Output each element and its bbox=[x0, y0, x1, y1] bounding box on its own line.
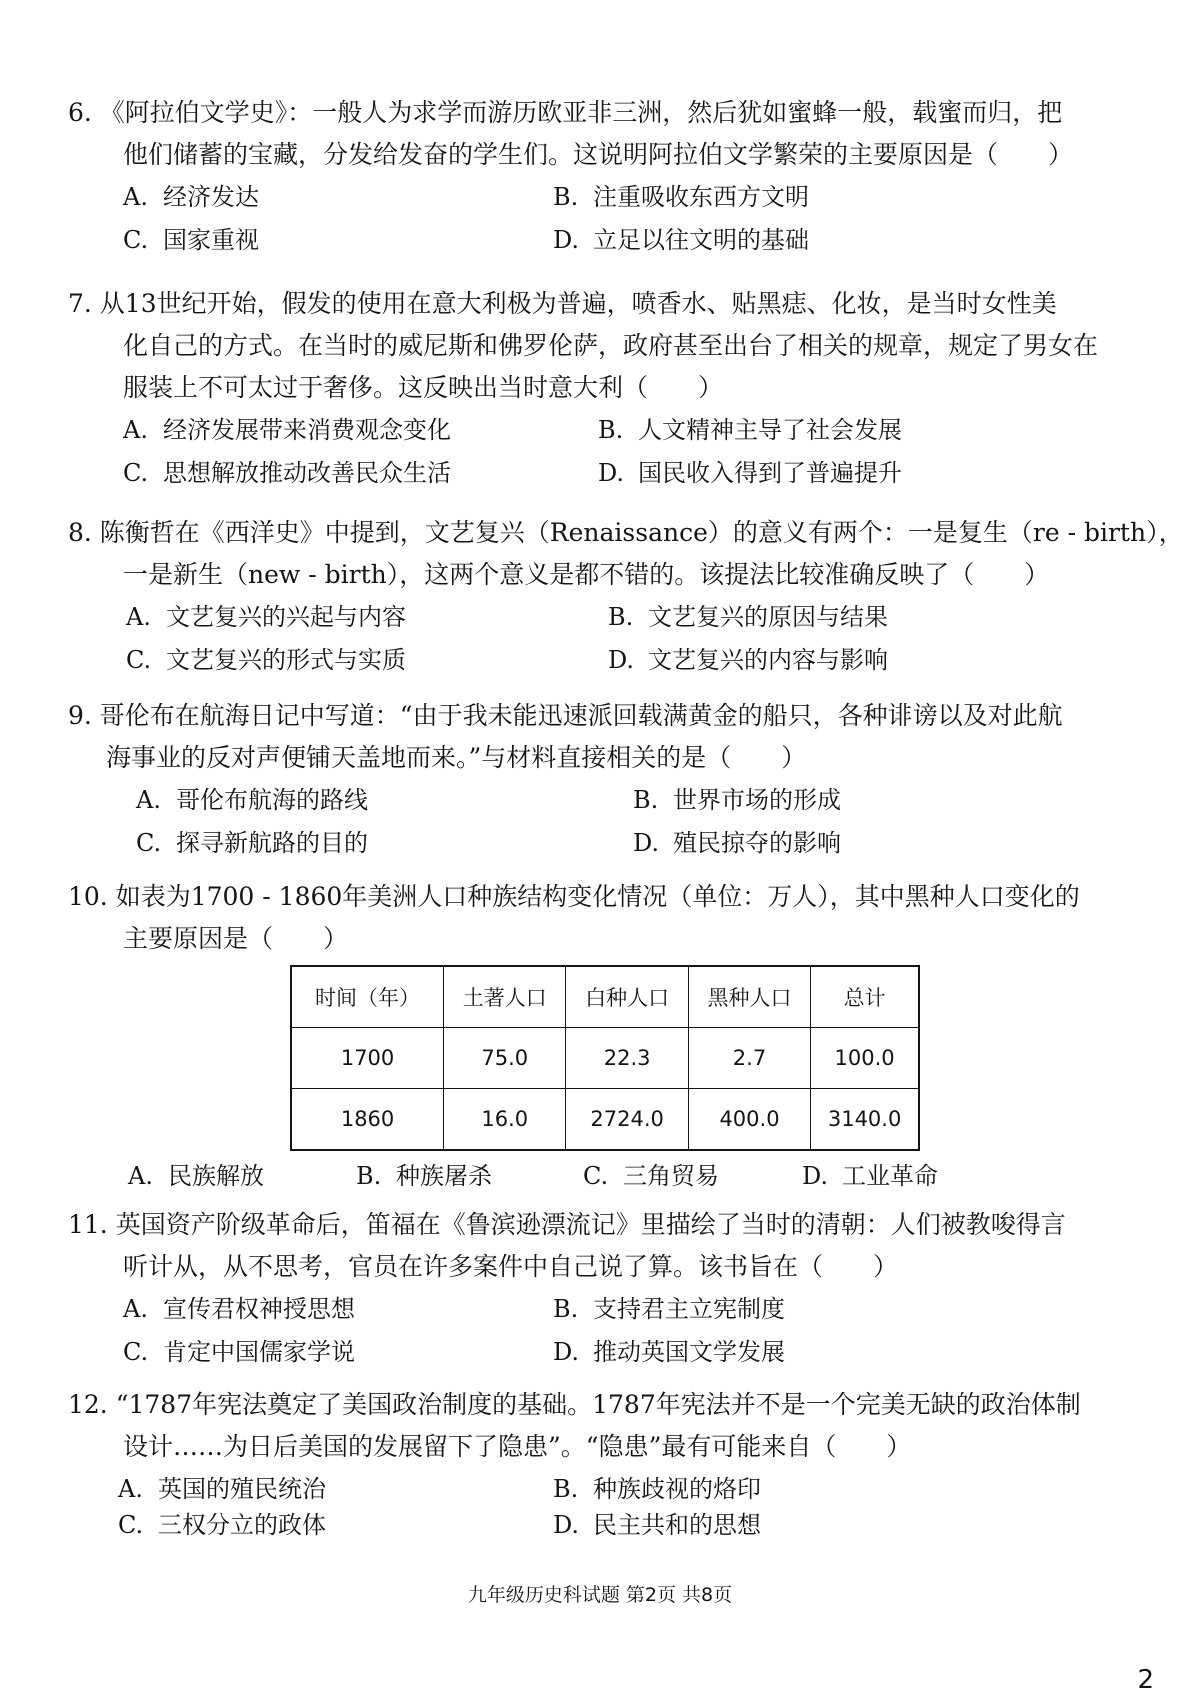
table-header-cell: 总计 bbox=[811, 966, 919, 1028]
question-6-line-1: 6. 《阿拉伯文学史》：一般人为求学而游历欧亚非三洲，然后犹如蜜蜂一般，载蜜而归，把 bbox=[68, 98, 1063, 127]
question-11-line-1: 11. 英国资产阶级革命后，笛福在《鲁滨逊漂流记》里描绘了当时的清朝：人们被教唆得言 bbox=[68, 1210, 1066, 1239]
question-11-options-row-1 bbox=[68, 1288, 1152, 1331]
question-10-options bbox=[128, 1155, 1128, 1198]
option-c[interactable]: C. 国家重视 bbox=[123, 226, 259, 254]
question-9-options-row-1 bbox=[68, 779, 1152, 822]
question-7-line-2: 化自己的方式。在当时的威尼斯和佛罗伦萨，政府甚至出台了相关的规章，规定了男女在 bbox=[123, 331, 1099, 360]
option-a[interactable]: A. 哥伦布航海的路线 bbox=[136, 786, 368, 814]
option-b[interactable]: B. 种族屠杀 bbox=[356, 1162, 492, 1190]
question-12-line-2: 设计……为日后美国的发展留下了隐患”。“隐患”最有可能来自（ ） bbox=[123, 1432, 912, 1461]
question-11 bbox=[68, 1204, 1152, 1374]
option-b[interactable]: B. 注重吸收东西方文明 bbox=[553, 183, 809, 211]
option-d[interactable]: D. 立足以往文明的基础 bbox=[553, 226, 809, 254]
option-c[interactable]: C. 文艺复兴的形式与实质 bbox=[126, 646, 406, 674]
question-12-line-1: 12. “1787年宪法奠定了美国政治制度的基础。1787年宪法并不是一个完美无缺的政治体制 bbox=[68, 1390, 1081, 1419]
option-d[interactable]: D. 民主共和的思想 bbox=[553, 1511, 761, 1539]
question-12-options-row-2 bbox=[68, 1504, 1152, 1547]
table-header-cell: 时间（年） bbox=[291, 966, 444, 1028]
option-b[interactable]: B. 支持君主立宪制度 bbox=[553, 1295, 785, 1323]
option-b[interactable]: B. 种族歧视的烙印 bbox=[553, 1475, 761, 1503]
option-a[interactable]: A. 英国的殖民统治 bbox=[118, 1475, 326, 1503]
option-d[interactable]: D. 推动英国文学发展 bbox=[553, 1338, 785, 1366]
table-cell: 400.0 bbox=[688, 1089, 810, 1151]
option-d[interactable]: D. 国民收入得到了普遍提升 bbox=[598, 459, 902, 487]
table-cell: 2724.0 bbox=[566, 1089, 688, 1151]
table-cell: 2.7 bbox=[688, 1028, 810, 1089]
option-c[interactable]: C. 思想解放推动改善民众生活 bbox=[123, 459, 451, 487]
question-11-line-2: 听计从，从不思考，官员在许多案件中自己说了算。该书旨在（ ） bbox=[123, 1252, 899, 1281]
question-10 bbox=[68, 876, 1152, 960]
option-a[interactable]: A. 文艺复兴的兴起与内容 bbox=[126, 603, 406, 631]
page-footer: 九年级历史科试题 第2页 共8页 bbox=[467, 1584, 733, 1606]
question-6 bbox=[68, 92, 1152, 262]
question-7-options-row-1 bbox=[68, 409, 1152, 452]
question-8 bbox=[68, 512, 1184, 682]
question-8-line-1: 8. 陈衡哲在《西洋史》中提到，文艺复兴（Renaissance）的意义有两个：一是复生（re - birth）， bbox=[68, 518, 1184, 547]
question-7-options-row-2 bbox=[68, 452, 1152, 495]
option-a[interactable]: A. 宣传君权神授思想 bbox=[123, 1295, 355, 1323]
table-header-cell: 白种人口 bbox=[566, 966, 688, 1028]
table-cell: 3140.0 bbox=[811, 1089, 919, 1151]
question-10-line-1: 10. 如表为1700 - 1860年美洲人口种族结构变化情况（单位：万人），其中黑种人口变化的 bbox=[68, 882, 1080, 911]
table-cell: 1860 bbox=[291, 1089, 444, 1151]
question-6-options-row-2 bbox=[68, 219, 1152, 262]
question-10-line-2: 主要原因是（ ） bbox=[123, 924, 349, 953]
table-header-cell: 土著人口 bbox=[444, 966, 566, 1028]
option-c[interactable]: C. 肯定中国儒家学说 bbox=[123, 1338, 355, 1366]
table-cell: 75.0 bbox=[444, 1028, 566, 1089]
question-12-options-row-1 bbox=[68, 1468, 1152, 1504]
option-a[interactable]: A. 经济发展带来消费观念变化 bbox=[123, 416, 451, 444]
question-6-line-2: 他们储蓄的宝藏，分发给发奋的学生们。这说明阿拉伯文学繁荣的主要原因是（ ） bbox=[123, 140, 1074, 169]
option-d[interactable]: D. 文艺复兴的内容与影响 bbox=[608, 646, 888, 674]
question-11-options-row-2 bbox=[68, 1331, 1152, 1374]
option-d[interactable]: D. 工业革命 bbox=[802, 1162, 938, 1190]
option-b[interactable]: B. 文艺复兴的原因与结果 bbox=[608, 603, 888, 631]
question-9-line-2: 海事业的反对声便铺天盖地而来。”与材料直接相关的是（ ） bbox=[106, 743, 807, 772]
option-d[interactable]: D. 殖民掠夺的影响 bbox=[633, 829, 841, 857]
option-b[interactable]: B. 世界市场的形成 bbox=[633, 786, 841, 814]
table-cell: 1700 bbox=[291, 1028, 444, 1089]
question-8-options-row-2 bbox=[68, 639, 1152, 682]
table-row bbox=[291, 1089, 919, 1151]
question-8-line-2: 一是新生（new - birth），这两个意义是都不错的。该提法比较准确反映了（ ） bbox=[123, 560, 1050, 589]
population-table bbox=[290, 965, 920, 1151]
question-9 bbox=[68, 695, 1152, 865]
table-header-cell: 黑种人口 bbox=[688, 966, 810, 1028]
question-7-line-1: 7. 从13世纪开始，假发的使用在意大利极为普遍，喷香水、贴黑痣、化妆，是当时女性美 bbox=[68, 289, 1057, 318]
option-a[interactable]: A. 民族解放 bbox=[128, 1162, 264, 1190]
option-b[interactable]: B. 人文精神主导了社会发展 bbox=[598, 416, 902, 444]
option-a[interactable]: A. 经济发达 bbox=[123, 183, 259, 211]
question-7-line-3: 服装上不可太过于奢侈。这反映出当时意大利（ ） bbox=[123, 373, 724, 402]
option-c[interactable]: C. 三角贸易 bbox=[583, 1162, 719, 1190]
table-row bbox=[291, 1028, 919, 1089]
table-cell: 16.0 bbox=[444, 1089, 566, 1151]
question-7 bbox=[68, 283, 1152, 495]
table-cell: 22.3 bbox=[566, 1028, 688, 1089]
option-c[interactable]: C. 探寻新航路的目的 bbox=[136, 829, 368, 857]
table-header-row bbox=[291, 966, 919, 1028]
question-6-options-row-1 bbox=[68, 176, 1152, 219]
page-number: 2 bbox=[1137, 1665, 1154, 1695]
question-9-line-1: 9. 哥伦布在航海日记中写道：“由于我未能迅速派回载满黄金的船只，各种诽谤以及对此航 bbox=[68, 701, 1063, 730]
option-c[interactable]: C. 三权分立的政体 bbox=[118, 1511, 326, 1539]
question-12 bbox=[68, 1384, 1152, 1547]
question-8-options-row-1 bbox=[68, 596, 1152, 639]
question-9-options-row-2 bbox=[68, 822, 1152, 865]
table-cell: 100.0 bbox=[811, 1028, 919, 1089]
